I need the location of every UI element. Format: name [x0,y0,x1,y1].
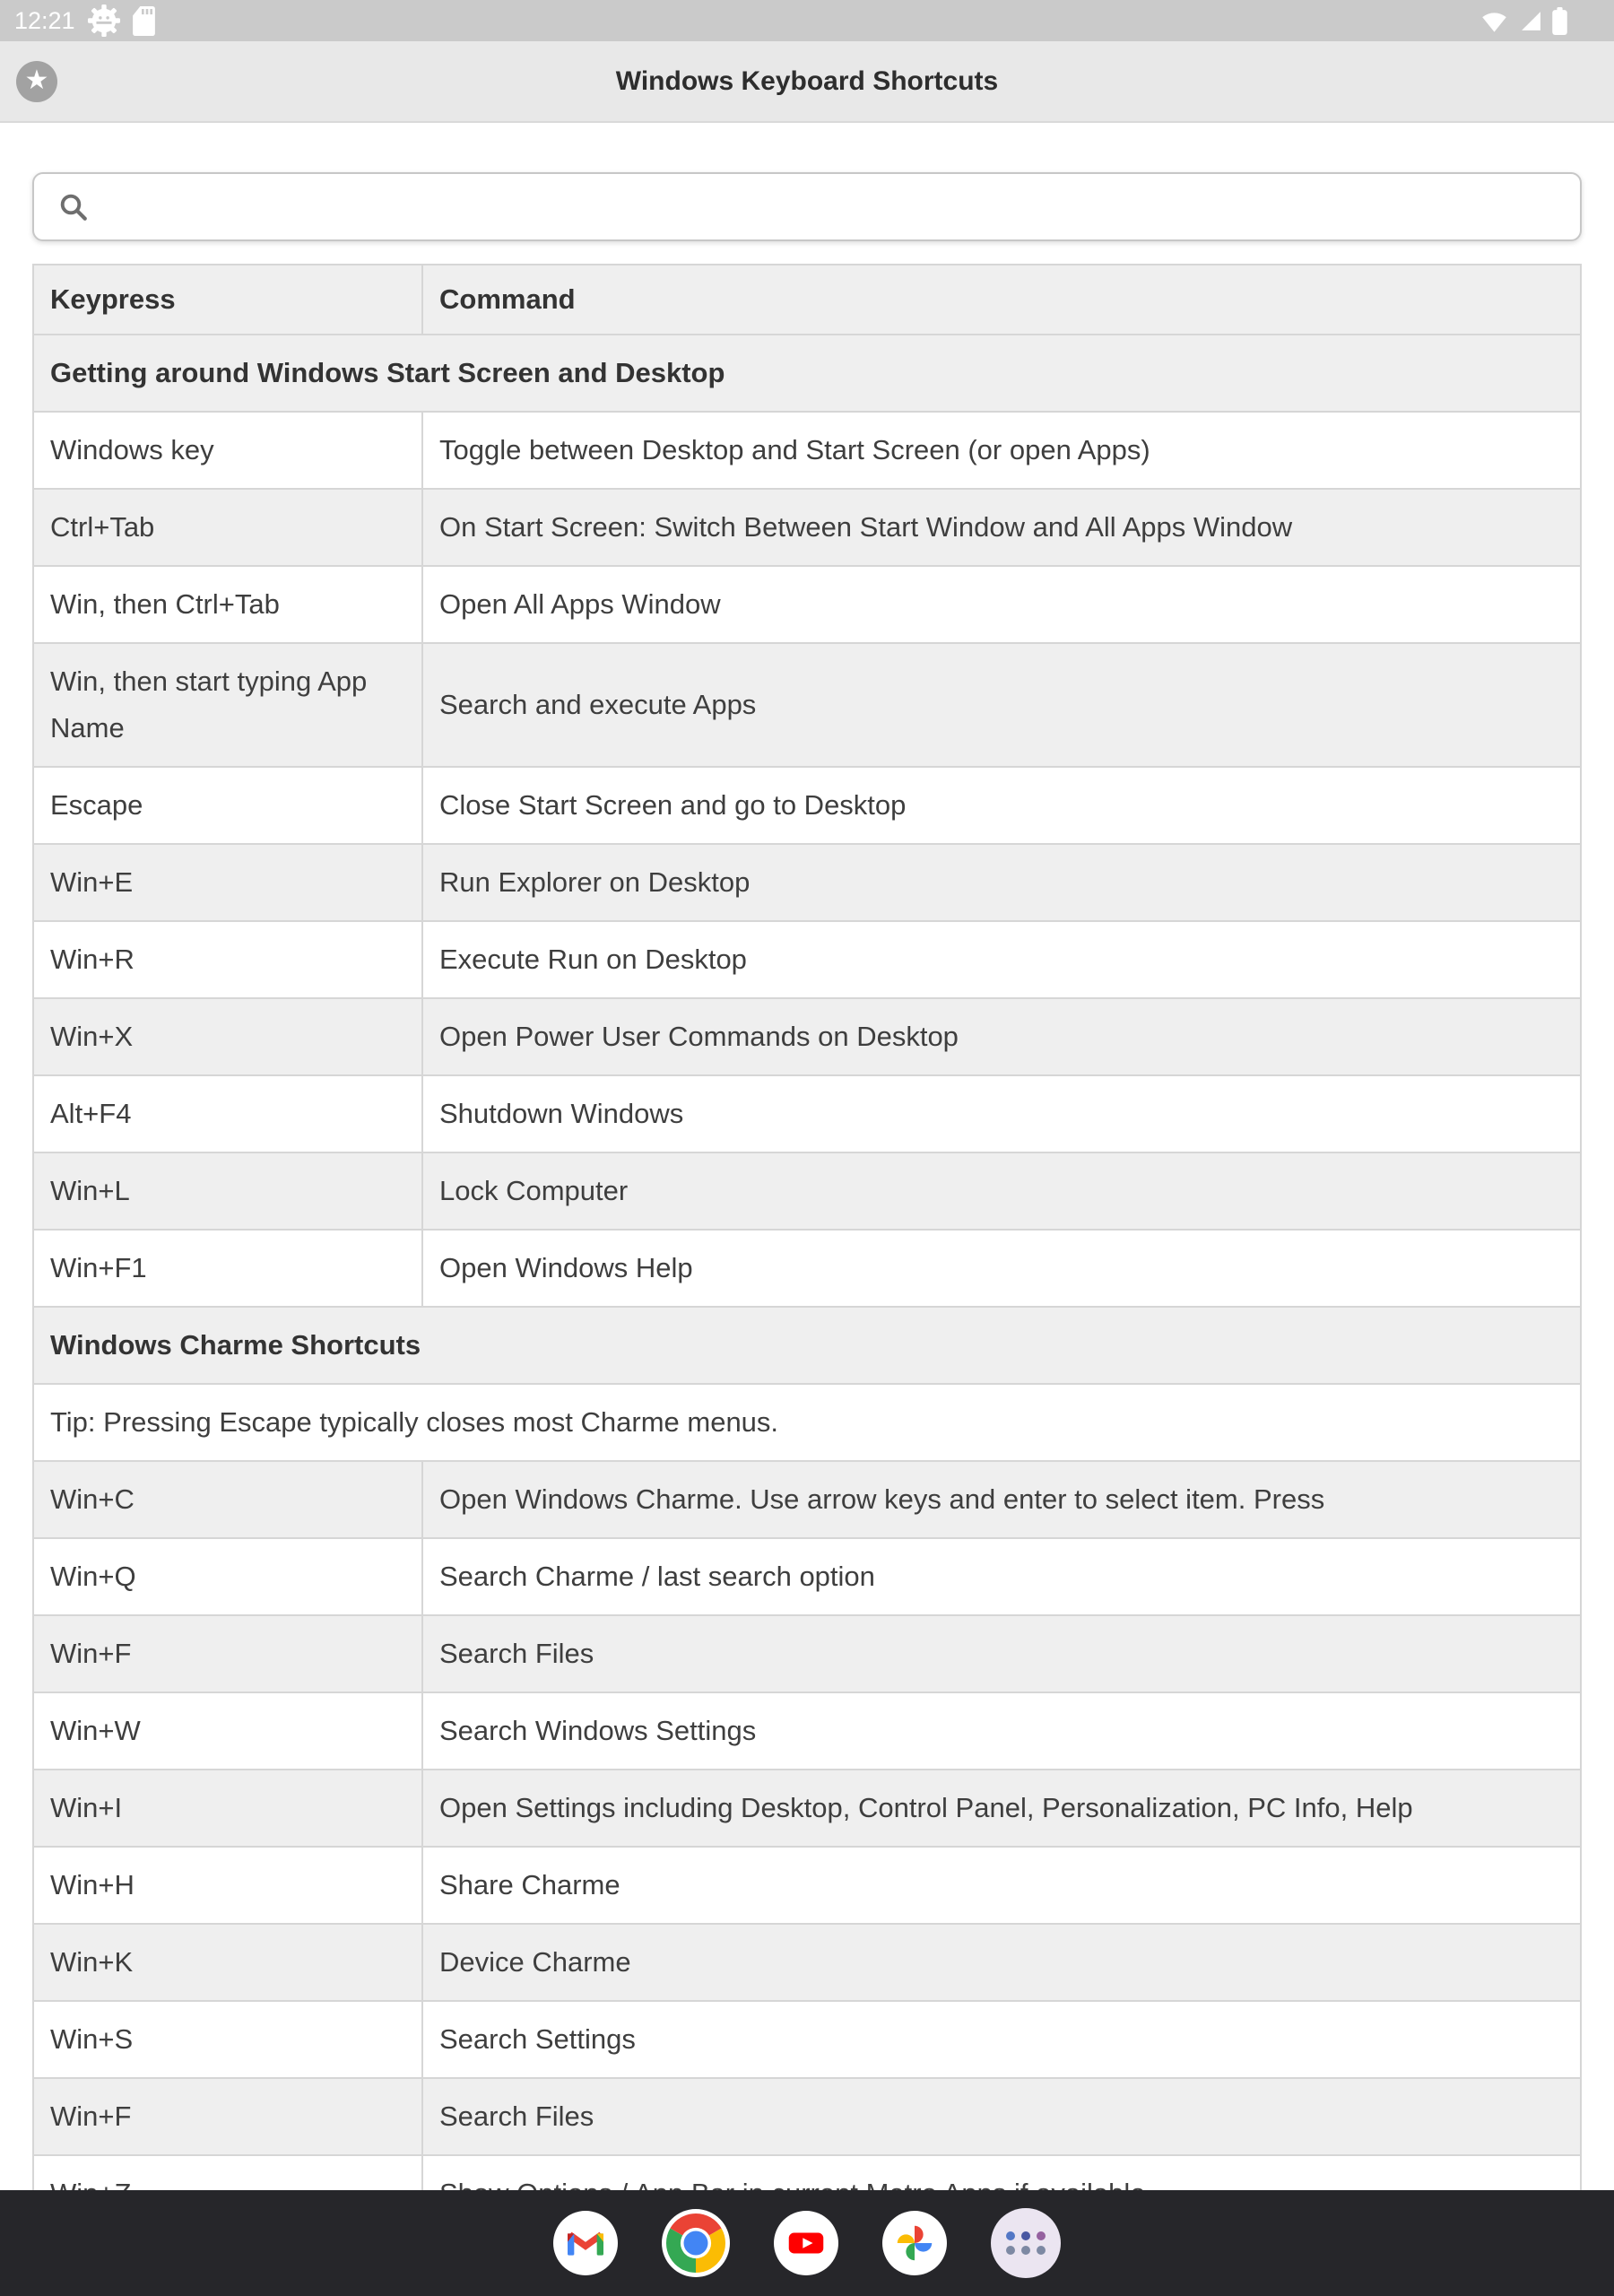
command-cell: Shutdown Windows [422,1075,1581,1152]
keypress-cell: Win+S [33,2001,422,2078]
command-cell: Close Start Screen and go to Desktop [422,767,1581,844]
shortcut-row [33,2001,1581,2078]
keypress-cell: Win+W [33,1692,422,1770]
section-header-row [33,335,1581,412]
app-drawer-dots [1006,2231,1046,2255]
star-icon: ★ [24,65,49,95]
command-cell: Open All Apps Window [422,566,1581,643]
google-photos-app-icon[interactable] [882,2211,947,2275]
gmail-app-icon[interactable] [553,2211,618,2275]
keypress-cell: Win+C [33,1461,422,1538]
shortcut-row [33,1615,1581,1692]
command-cell: Device Charme [422,1924,1581,2001]
shortcut-row [33,844,1581,921]
keypress-cell: Win+I [33,1770,422,1847]
keypress-cell: Alt+F4 [33,1075,422,1152]
system-gear-icon [87,4,121,38]
command-cell: Search Files [422,2078,1581,2155]
shortcut-row [33,489,1581,566]
content-area [0,123,1614,2233]
command-cell: Search and execute Apps [422,643,1581,767]
tip-text: Tip: Pressing Escape typically closes most Charme menus. [33,1384,1581,1461]
shortcut-row [33,1692,1581,1770]
shortcut-row [33,998,1581,1075]
cellular-signal-icon [1519,11,1541,31]
command-cell: Search Files [422,1615,1581,1692]
search-input[interactable] [106,189,1557,224]
shortcuts-table [32,264,1582,2233]
battery-icon [1552,7,1567,35]
shortcut-row [33,1075,1581,1152]
command-cell: Share Charme [422,1847,1581,1924]
shortcut-row [33,643,1581,767]
status-time: 12:21 [14,7,75,34]
column-header-keypress: Keypress [33,265,422,335]
keypress-cell: Win+R [33,921,422,998]
command-cell: Search Charme / last search option [422,1538,1581,1615]
search-icon [57,191,90,223]
command-cell: On Start Screen: Switch Between Start Window and All Apps Window [422,489,1581,566]
keypress-cell: Win+H [33,1847,422,1924]
keypress-cell: Win+F1 [33,1230,422,1307]
command-cell: Open Windows Help [422,1230,1581,1307]
keypress-cell: Win+Q [33,1538,422,1615]
shortcut-row [33,566,1581,643]
keypress-cell: Win+E [33,844,422,921]
shortcut-row [33,1461,1581,1538]
status-right-icons [1480,7,1567,35]
keypress-cell: Win, then start typing App Name [33,643,422,767]
command-cell: Execute Run on Desktop [422,921,1581,998]
command-cell: Run Explorer on Desktop [422,844,1581,921]
shortcut-row [33,1230,1581,1307]
keypress-cell: Win+X [33,998,422,1075]
shortcut-row [33,1538,1581,1615]
shortcut-row [33,767,1581,844]
app-drawer-icon[interactable] [991,2208,1061,2278]
shortcut-row [33,1770,1581,1847]
command-cell: Lock Computer [422,1152,1581,1230]
keypress-cell: Win+L [33,1152,422,1230]
command-cell: Open Settings including Desktop, Control Panel, Personalization, PC Info, Help [422,1770,1581,1847]
column-header-command: Command [422,265,1581,335]
shortcut-row [33,921,1581,998]
status-bar [0,0,1614,41]
shortcut-row [33,1152,1581,1230]
table-header-row [33,265,1581,335]
app-icon-badge[interactable] [16,61,57,102]
tip-row [33,1384,1581,1461]
keypress-cell: Escape [33,767,422,844]
keypress-cell: Win+K [33,1924,422,2001]
command-cell: Open Windows Charme. Use arrow keys and enter to select item. Press [422,1461,1581,1538]
sd-card-icon [133,6,155,36]
command-cell: Search Settings [422,2001,1581,2078]
wifi-icon [1480,9,1508,33]
section-header-row [33,1307,1581,1384]
keypress-cell: Windows key [33,412,422,489]
shortcut-row [33,412,1581,489]
shortcut-row [33,2078,1581,2155]
keypress-cell: Win+F [33,1615,422,1692]
search-box[interactable] [32,172,1582,241]
section-title: Windows Charme Shortcuts [33,1307,1581,1384]
youtube-app-icon[interactable] [774,2211,838,2275]
shortcut-row [33,1847,1581,1924]
section-title: Getting around Windows Start Screen and Desktop [33,335,1581,412]
shortcuts-table-body [33,335,1581,2232]
command-cell: Open Power User Commands on Desktop [422,998,1581,1075]
keypress-cell: Win, then Ctrl+Tab [33,566,422,643]
navigation-bar [0,2190,1614,2296]
keypress-cell: Win+F [33,2078,422,2155]
command-cell: Toggle between Desktop and Start Screen (or open Apps) [422,412,1581,489]
page-title: Windows Keyboard Shortcuts [615,65,999,96]
app-header [0,41,1614,123]
chrome-app-icon[interactable] [662,2209,730,2277]
command-cell: Search Windows Settings [422,1692,1581,1770]
keypress-cell: Ctrl+Tab [33,489,422,566]
shortcut-row [33,1924,1581,2001]
